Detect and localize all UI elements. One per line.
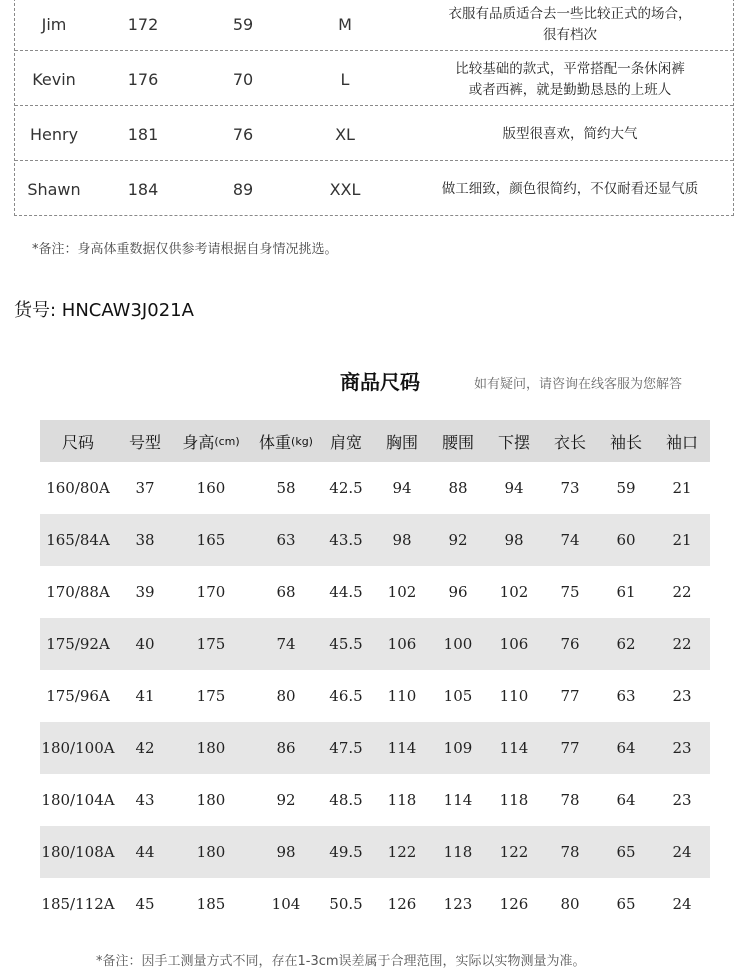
model-section <box>0 0 750 270</box>
size-chart-cell: 114 <box>387 739 417 757</box>
size-chart-cell: 77 <box>560 739 580 757</box>
row-divider <box>15 105 733 106</box>
size-chart-row <box>40 774 710 826</box>
size-chart-row <box>40 618 710 670</box>
size-chart-cell: 45 <box>135 895 155 913</box>
model-size: L <box>340 70 350 89</box>
size-chart-cell: 63 <box>276 531 296 549</box>
size-chart-cell: 22 <box>672 583 692 601</box>
header-cell: 胸围 <box>385 432 418 452</box>
size-chart-cell: 65 <box>616 843 636 861</box>
model-size: M <box>338 15 352 34</box>
size-chart-cell: 160/80A <box>46 479 110 497</box>
model-name: Henry <box>29 125 79 144</box>
size-chart-cell: 106 <box>387 635 417 653</box>
size-chart-cell: 175/96A <box>46 687 110 705</box>
model-note: *备注：身高体重数据仅供参考请根据自身情况挑选。 <box>32 242 338 257</box>
size-chart-cell: 88 <box>448 479 468 497</box>
size-chart-cell: 175 <box>196 635 226 653</box>
model-comment-line: 比较基础的款式，平常搭配一条休闲裤 <box>455 60 685 77</box>
size-chart-cell: 24 <box>672 895 692 913</box>
size-chart-cell: 45.5 <box>329 635 363 653</box>
size-chart-cell: 175/92A <box>46 635 110 653</box>
size-chart-cell: 110 <box>499 687 529 705</box>
model-name: Kevin <box>32 70 76 89</box>
size-chart-cell: 80 <box>560 895 580 913</box>
size-chart-cell: 38 <box>135 531 155 549</box>
model-row <box>15 108 733 161</box>
size-chart-cell: 180 <box>196 791 226 809</box>
model-weight: 59 <box>232 15 254 34</box>
size-chart-cell: 94 <box>504 479 524 497</box>
header-cell: 衣长 <box>553 432 586 452</box>
model-reference-table <box>14 0 734 216</box>
size-chart-cell: 110 <box>387 687 417 705</box>
size-chart-cell: 180 <box>196 843 226 861</box>
size-chart-cell: 165 <box>196 531 226 549</box>
size-chart-row <box>40 670 710 722</box>
header-cell <box>174 420 248 462</box>
size-chart-cell: 24 <box>672 843 692 861</box>
size-chart-cell: 94 <box>392 479 412 497</box>
size-chart-cell: 64 <box>616 791 636 809</box>
model-comment: 做工细致，颜色很简约，不仅耐看还显气质 <box>441 181 699 197</box>
size-chart-cell: 68 <box>276 583 296 601</box>
size-chart-cell: 92 <box>448 531 468 549</box>
size-chart-cell: 126 <box>499 895 529 913</box>
size-chart-cell: 65 <box>616 895 636 913</box>
size-chart-cell: 63 <box>616 687 636 705</box>
size-chart-cell: 78 <box>560 791 580 809</box>
size-chart-note: *备注：因手工测量方式不同，存在1-3cm误差属于合理范围，实际以实物测量为准。 <box>96 954 586 969</box>
model-comment <box>407 0 733 51</box>
size-chart-cell: 160 <box>196 479 226 497</box>
size-chart-cell: 96 <box>448 583 468 601</box>
model-row <box>15 53 733 106</box>
header-cell: 袖口 <box>665 432 698 452</box>
size-chart-cell: 180/100A <box>41 739 115 757</box>
size-chart-cell: 59 <box>616 479 636 497</box>
model-height: 172 <box>127 15 159 34</box>
header-unit: (kg) <box>291 434 313 448</box>
row-divider <box>15 160 733 161</box>
size-chart-cell: 46.5 <box>329 687 363 705</box>
size-chart-cell: 170/88A <box>46 583 110 601</box>
size-chart-cell: 21 <box>672 479 692 497</box>
model-comment <box>407 53 733 106</box>
size-chart-cell: 98 <box>392 531 412 549</box>
size-chart-header <box>40 420 710 462</box>
size-chart-cell: 47.5 <box>329 739 363 757</box>
size-chart-cell: 43 <box>135 791 155 809</box>
size-chart-cell: 76 <box>560 635 580 653</box>
model-comment-line: 很有档次 <box>543 26 597 43</box>
header-cell: 袖长 <box>609 432 642 452</box>
size-chart-cell: 44.5 <box>329 583 363 601</box>
size-chart-cell: 180/104A <box>41 791 115 809</box>
size-chart-row <box>40 722 710 774</box>
size-chart-cell: 114 <box>443 791 473 809</box>
header-unit: (cm) <box>214 434 240 448</box>
header-cell: 肩宽 <box>329 432 362 452</box>
header-cell: 下摆 <box>497 432 530 452</box>
size-chart-row <box>40 826 710 878</box>
model-name: Jim <box>41 15 67 34</box>
size-chart-cell: 165/84A <box>46 531 110 549</box>
size-chart-cell: 98 <box>276 843 296 861</box>
size-chart-row <box>40 566 710 618</box>
size-chart-cell: 92 <box>276 791 296 809</box>
size-chart-cell: 106 <box>499 635 529 653</box>
size-chart-cell: 43.5 <box>329 531 363 549</box>
size-chart-cell: 180/108A <box>41 843 115 861</box>
size-chart-row <box>40 462 710 514</box>
size-chart-cell: 109 <box>443 739 473 757</box>
size-chart-table <box>40 420 710 930</box>
size-chart-cell: 60 <box>616 531 636 549</box>
size-chart-cell: 98 <box>504 531 524 549</box>
model-comment-line: 衣服有品质适合去一些比较正式的场合， <box>448 5 692 22</box>
model-weight: 76 <box>232 125 254 144</box>
size-chart-cell: 114 <box>499 739 529 757</box>
size-chart-cell: 23 <box>672 739 692 757</box>
size-chart-cell: 41 <box>135 687 155 705</box>
size-chart-cell: 49.5 <box>329 843 363 861</box>
size-chart-cell: 104 <box>271 895 301 913</box>
model-height: 184 <box>127 180 159 199</box>
model-comment: 版型很喜欢，简约大气 <box>502 126 638 142</box>
size-chart-cell: 64 <box>616 739 636 757</box>
size-chart-cell: 180 <box>196 739 226 757</box>
size-chart-cell: 122 <box>499 843 529 861</box>
size-chart-cell: 86 <box>276 739 296 757</box>
size-chart-cell: 23 <box>672 687 692 705</box>
size-chart-cell: 44 <box>135 843 155 861</box>
model-height: 176 <box>127 70 159 89</box>
size-chart-cell: 100 <box>443 635 473 653</box>
size-chart-cell: 102 <box>387 583 417 601</box>
size-chart-cell: 42 <box>135 739 155 757</box>
size-chart-cell: 39 <box>135 583 155 601</box>
size-chart-cell: 80 <box>276 687 296 705</box>
size-chart-cell: 37 <box>135 479 155 497</box>
size-chart-cell: 74 <box>276 635 296 653</box>
model-weight: 89 <box>232 180 254 199</box>
size-chart-cell: 118 <box>499 791 529 809</box>
model-weight: 70 <box>232 70 254 89</box>
header-cell: 号型 <box>128 432 161 452</box>
size-chart-cell: 22 <box>672 635 692 653</box>
size-chart-cell: 21 <box>672 531 692 549</box>
model-size: XXL <box>329 180 361 199</box>
header-cell: 腰围 <box>441 432 474 452</box>
size-chart-cell: 185/112A <box>41 895 115 913</box>
size-chart-cell: 40 <box>135 635 155 653</box>
model-comment-line: 或者西裤，就是勤勤恳恳的上班人 <box>468 81 672 98</box>
size-chart-cell: 170 <box>196 583 226 601</box>
size-chart-cell: 23 <box>672 791 692 809</box>
model-name: Shawn <box>27 180 81 199</box>
size-chart-hint: 如有疑问，请咨询在线客服为您解答 <box>474 377 683 392</box>
row-divider <box>15 50 733 51</box>
size-chart-cell: 58 <box>276 479 296 497</box>
size-chart-cell: 50.5 <box>329 895 363 913</box>
size-chart-cell: 74 <box>560 531 580 549</box>
size-chart-title: 商品尺码 <box>340 370 420 394</box>
size-chart-cell: 42.5 <box>329 479 363 497</box>
size-chart-cell: 62 <box>616 635 636 653</box>
size-chart-row <box>40 878 710 930</box>
model-size: XL <box>335 125 355 144</box>
size-chart-cell: 73 <box>560 479 580 497</box>
size-chart-cell: 185 <box>196 895 226 913</box>
header-label: 体重 <box>259 432 292 452</box>
size-chart-cell: 126 <box>387 895 417 913</box>
size-chart-cell: 123 <box>443 895 473 913</box>
size-chart-cell: 118 <box>387 791 417 809</box>
size-chart-cell: 61 <box>616 583 636 601</box>
size-chart-cell: 175 <box>196 687 226 705</box>
size-chart-cell: 102 <box>499 583 529 601</box>
size-chart-cell: 77 <box>560 687 580 705</box>
model-row <box>15 0 733 51</box>
size-chart-cell: 75 <box>560 583 580 601</box>
product-code: 货号: HNCAW3J021A <box>14 300 194 321</box>
size-chart-row <box>40 514 710 566</box>
size-chart-cell: 48.5 <box>329 791 363 809</box>
size-chart-cell: 78 <box>560 843 580 861</box>
model-height: 181 <box>127 125 159 144</box>
size-chart-cell: 118 <box>443 843 473 861</box>
header-label: 身高 <box>182 432 215 452</box>
header-cell <box>248 420 324 462</box>
size-chart-cell: 105 <box>443 687 473 705</box>
model-row <box>15 163 733 216</box>
header-cell: 尺码 <box>61 432 94 452</box>
size-chart-cell: 122 <box>387 843 417 861</box>
